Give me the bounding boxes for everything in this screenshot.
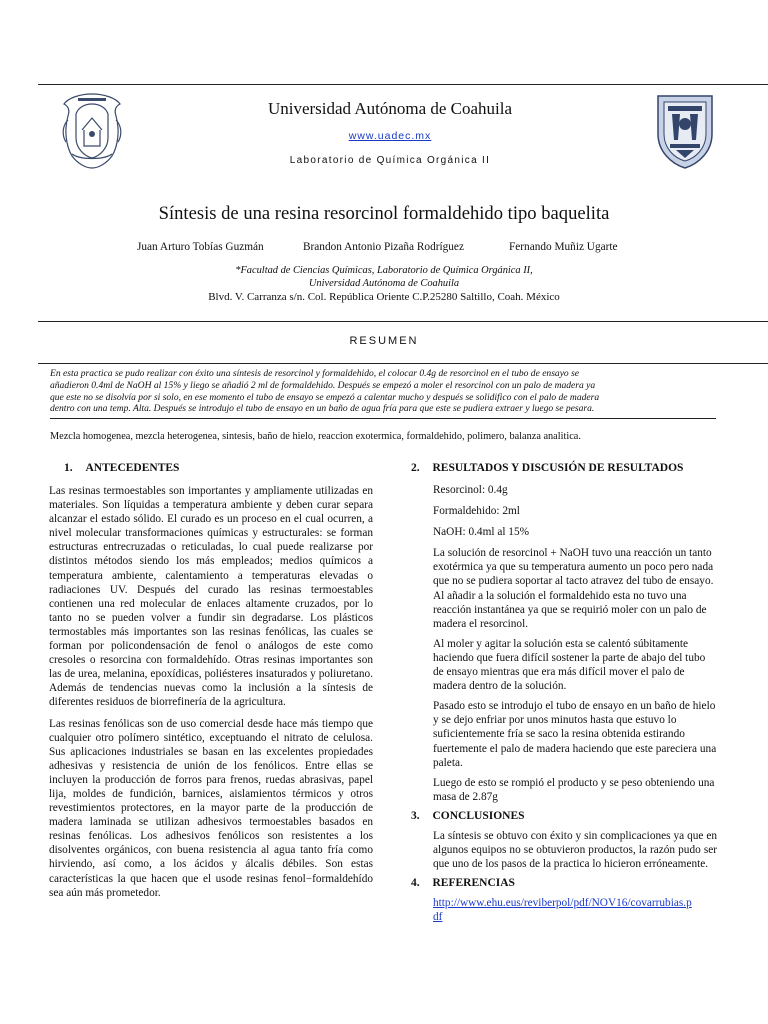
resumen-line: En esta practica se pudo realizar con éxito una síntesis de resorcinol y formaldehido, el colocar 0.4g de resorcinol en el tubo de ensayo se <box>50 368 580 379</box>
section-number: 1. <box>64 462 73 474</box>
section-number: 4. <box>411 877 420 890</box>
reference-link-line-1: http://www.ehu.eus/reviberpol/pdf/NOV16/covarrubias.p <box>433 897 692 910</box>
antecedentes-paragraph-1: Las resinas termoestables son importantes y ampliamente utilizadas en materiales. Son líquidas a temperatura ambiente y deben curar separa alcanzar el estado sólido. El curado es un proceso en el cual ocurren, a nivel molecular transformaciones químicas y estructurales: se forman estructuras entrecruzadas o reticuladas, lo cual puede realizarse por distintos métodos siendo los más empleados; medios químicos a temperatura ambiente, calentamiento a temperaturas elevadas o radiaciones UV. Después del curado las resinas termoestables contienen una red molecular de enlaces altamente cruzados, por lo tanto no se pueden volver a fundir sin degradarse. Los plásticos termostables más importantes son las resinas fenólicas, las cuales se forman por policondensación de fenol o análogos de este como cresoles o resorcina con formaldehído. Otras resinas importantes son las de urea, melanina, epoxídicas, poliésteres insaturados y poliuretano. Además de tendencias nuevas como la inclusión a la síntesis de diferentes residuos de biorrefinería de la agricultura. <box>49 485 373 709</box>
lab-name: Laboratorio de Química Orgánica II <box>289 155 491 166</box>
reference-link[interactable] <box>433 896 717 924</box>
right-column <box>411 462 717 924</box>
results-paragraph-1b: Al añadir a la solución el formaldehido esta no tuvo una reacción instantánea ya que se requirió moler con un palo de madera el resorcinol. <box>433 589 707 630</box>
resumen-bottom-rule <box>50 418 716 419</box>
resumen-mid-rule <box>38 363 768 364</box>
result-naoh: NaOH: 0.4ml al 15% <box>433 526 530 539</box>
results-paragraph-1: La solución de resorcinol + NaOH tuvo una reacción un tanto exotérmica ya que su temperatura aumento un poco pero nada que no se pudiera soportar al tacto atravez del tubo de ensayo. <box>433 547 714 588</box>
section-2-heading <box>411 462 717 474</box>
section-4-heading <box>411 877 717 889</box>
author-1: Juan Arturo Tobías Guzmán <box>137 241 264 253</box>
section-title: REFERENCIAS <box>432 877 515 890</box>
result-resorcinol: Resorcinol: 0.4g <box>433 484 508 496</box>
author-2: Brandon Antonio Pizaña Rodríguez <box>303 241 464 253</box>
section-title: CONCLUSIONES <box>432 809 525 822</box>
resumen-line: dentro con una temp. Alta. Después se introdujo el tubo de ensayo en un baño de agua fría para que este se pudiera extraer y luego se pesara. <box>50 403 595 415</box>
section-3-heading <box>411 810 717 822</box>
university-url-link[interactable]: www.uadec.mx <box>348 130 432 142</box>
affiliation-line-1: *Facultad de Ciencias Químicas, Laboratorio de Química Orgánica II, <box>235 265 533 276</box>
faculty-seal-icon <box>654 90 716 170</box>
section-title: ANTECEDENTES <box>85 462 180 474</box>
resumen-top-rule <box>38 321 768 322</box>
keywords: Mezcla homogenea, mezcla heterogenea, sintesis, baño de hielo, reaccion exotermica, formaldehido, polimero, balanza analitica. <box>50 431 581 442</box>
results-paragraph-3: Pasado esto se introdujo el tubo de ensayo en un baño de hielo y se dejo enfriar por unos minutos hasta que estuvo lo suficientemente fría se saco la resina obtenida estirando fuertemente el palo de madera haciendo que este pareciera una paleta. <box>433 700 717 769</box>
conclusiones-paragraph: La síntesis se obtuvo con éxito y sin complicaciones ya que en algunos equipos no se obtuvieron productos, la razón pudo ser que uno de los pasos de la practica lo hicieron erróneamente. <box>433 829 717 871</box>
resumen-heading: RESUMEN <box>349 335 419 347</box>
university-seal-icon <box>58 90 126 170</box>
section-number: 3. <box>411 809 420 822</box>
left-column <box>49 462 373 900</box>
section-number: 2. <box>411 462 420 474</box>
results-paragraph-2: Al moler y agitar la solución esta se calentó súbitamente haciendo que fuera difícil sostener la parte de abajo del tubo de ensayo mientras que era más difícil mover el palo de madera dentro de la solución. <box>433 637 706 693</box>
resumen-line: que este no se disolvía por si solo, en ese momento el tubo de ensayo se empezó a calentar mucho y después se solidifico con el palo de madera <box>50 391 600 403</box>
affiliation-line-2: Universidad Autónoma de Coahuila <box>308 278 460 289</box>
section-1-heading <box>64 462 373 474</box>
section-title: RESULTADOS Y DISCUSIÓN DE RESULTADOS <box>432 462 684 474</box>
antecedentes-paragraph-2: Las resinas fenólicas son de uso comercial desde hace más tiempo que cualquier otro polímero sintético, exceptuando el nitrato de celulosa. Sus aplicaciones industriales se basan en las excelentes propiedades adhesivas y resistencia de unión de los fenólicos. Entre ellas se incluyen la producción de forros para frenos, ruedas abrasivas, papel lija, moldes de fundición, barnices, aislamientos térmicos y otros revestimientos protectores, en la mayor parte de la producción de madera laminada se utilizan adhesivos termoestables basados en resinas fenólicas. Los adhesivos fenólicos son resistentes a los disolventes orgánicos, con buena resistencia al agua tanto fría como hirviendo, así como, a los ácidos y álcalis débiles. Son estas características la que hacen que el usode resinas fenol−formaldehído sea aún más prometedor. <box>49 717 373 899</box>
resumen-line: añadieron 0.4ml de NaOH al 15% y liego se añadió 2 ml de formaldehido. Después se empezó a moler el resorcinol con un palo de madera ya <box>50 379 596 391</box>
author-3: Fernando Muñiz Ugarte <box>509 241 618 253</box>
result-formaldehido: Formaldehido: 2ml <box>433 505 520 518</box>
paper-title: Síntesis de una resina resorcinol formaldehido tipo baquelita <box>158 203 610 224</box>
top-rule <box>38 84 768 85</box>
address: Blvd. V. Carranza s/n. Col. República Oriente C.P.25280 Saltillo, Coah. México <box>208 291 560 303</box>
results-paragraph-4: Luego de esto se rompió el producto y se peso obteniendo una masa de 2.87g <box>433 776 715 803</box>
reference-link-line-2: df <box>433 911 443 924</box>
resumen-text <box>50 368 716 415</box>
university-name: Universidad Autónoma de Coahuila <box>267 99 513 118</box>
